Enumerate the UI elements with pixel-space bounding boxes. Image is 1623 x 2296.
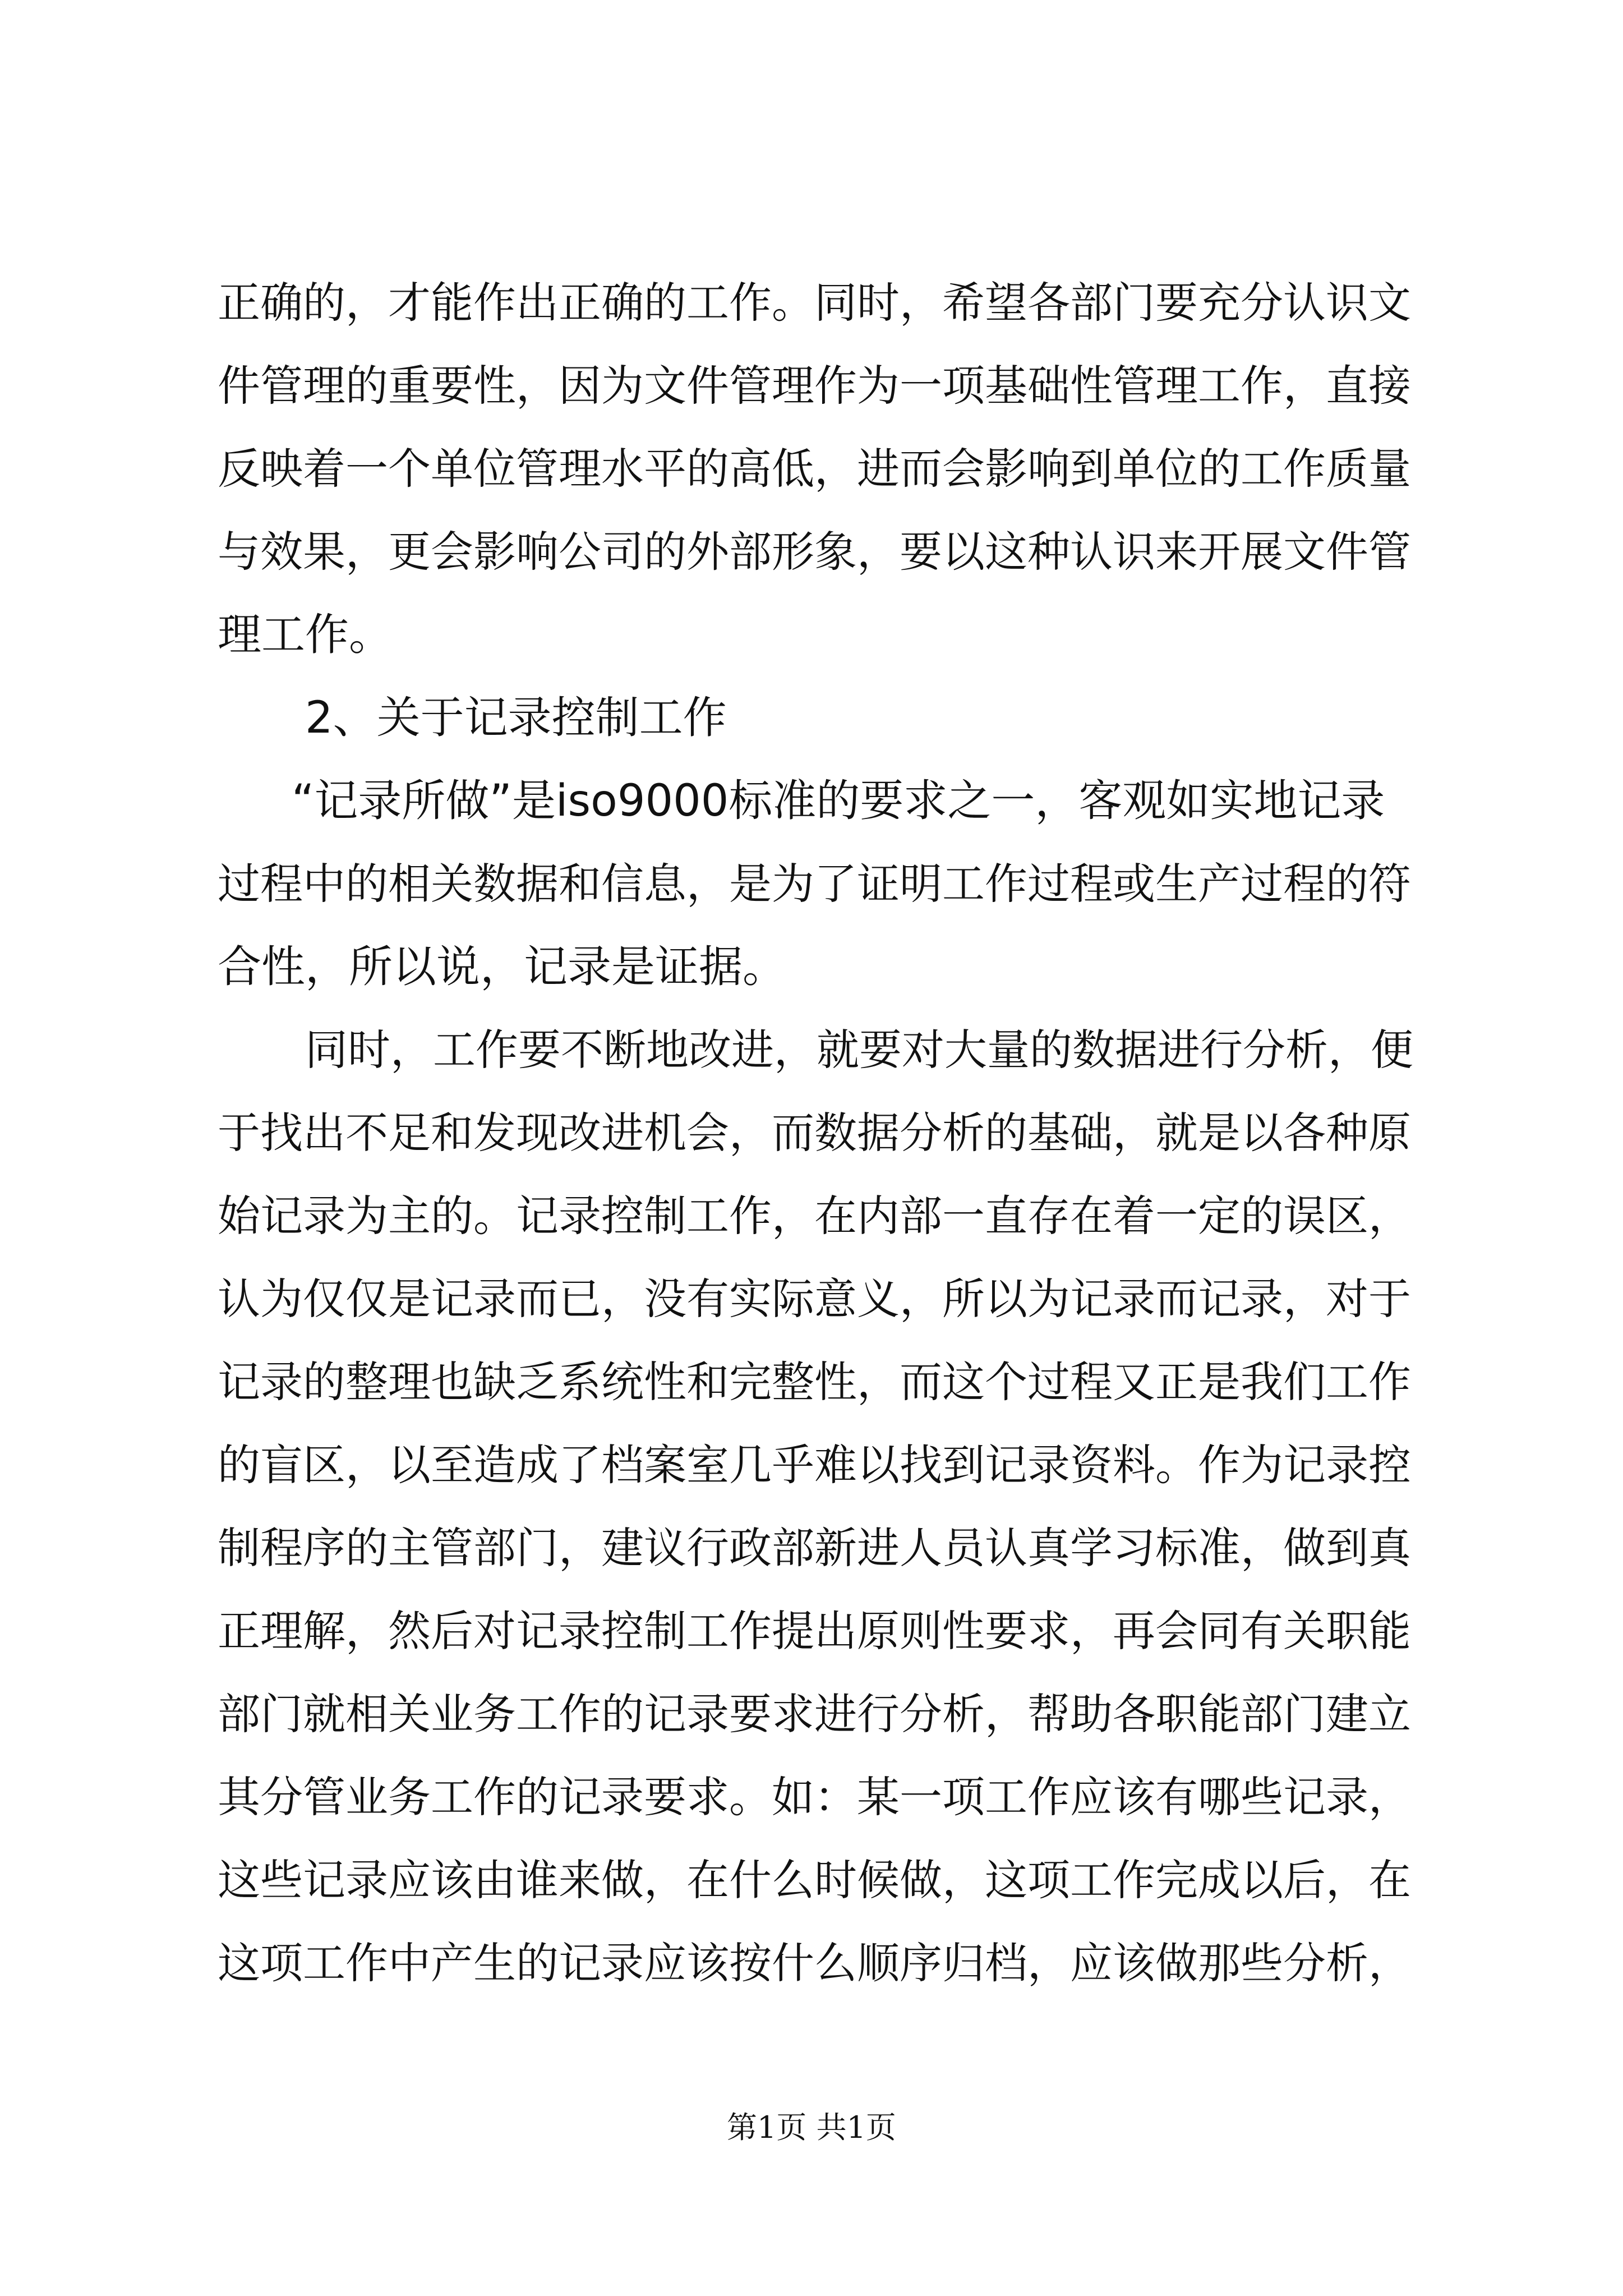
body-line-18: 部门就相关业务工作的记录要求进行分析，帮助各职能部门建立 [218,1689,1411,1739]
body-line-12: 始记录为主的。记录控制工作，在内部一直存在着一定的误区， [218,1191,1411,1241]
body-line-11: 于找出不足和发现改进机会，而数据分析的基础，就是以各种原 [218,1108,1411,1158]
body-line-4: 与效果，更会影响公司的外部形象，要以这种认识来开展文件管 [218,527,1411,577]
body-line-8: 过程中的相关数据和信息，是为了证明工作过程或生产过程的符 [218,859,1411,909]
body-line-13: 认为仅仅是记录而已，没有实际意义，所以为记录而记录，对于 [218,1274,1411,1324]
body-line-9: 合性，所以说，记录是证据。 [218,942,787,992]
body-line-14: 记录的整理也缺乏系统性和完整性，而这个过程又正是我们工作 [218,1357,1411,1407]
body-line-1: 正确的，才能作出正确的工作。同时，希望各部门要充分认识文 [218,278,1411,328]
body-line-21: 这项工作中产生的记录应该按什么顺序归档，应该做那些分析， [218,1938,1411,1988]
body-line-19: 其分管业务工作的记录要求。如：某一项工作应该有哪些记录， [218,1772,1411,1822]
body-line-16: 制程序的主管部门，建议行政部新进人员认真学习标准，做到真 [218,1523,1411,1573]
body-line-17: 正理解，然后对记录控制工作提出原则性要求，再会同有关职能 [218,1606,1411,1656]
body-line-20: 这些记录应该由谁来做，在什么时候做，这项工作完成以后，在 [218,1855,1411,1905]
body-line-2: 件管理的重要性，因为文件管理作为一项基础性管理工作，直接 [218,361,1411,411]
page-footer: 第1页 共1页 [727,2110,896,2145]
body-line-10: 同时，工作要不断地改进，就要对大量的数据进行分析，便 [305,1025,1413,1075]
body-line-7: “记录所做”是iso9000标准的要求之一，客观如实地记录 [292,776,1385,826]
body-line-15: 的盲区，以至造成了档案室几乎难以找到记录资料。作为记录控 [218,1440,1411,1490]
body-line-5: 理工作。 [218,610,393,660]
body-line-3: 反映着一个单位管理水平的高低，进而会影响到单位的工作质量 [218,444,1411,494]
section-heading: 2、关于记录控制工作 [305,693,727,743]
